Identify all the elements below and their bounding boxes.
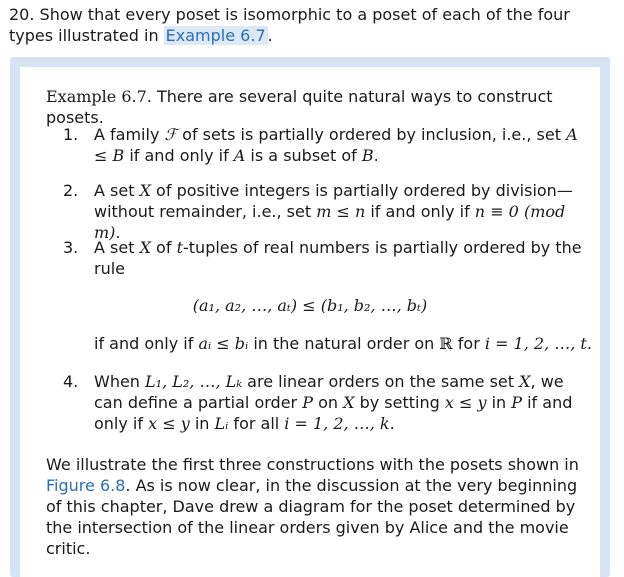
- closing-paragraph: We illustrate the first three constructions with the posets shown in Figure 6.8. As is now clear, in the discussion at the very beginning of this chapter, Dave drew a diagram for the poset determined by the intersection of the linear orders given by Alice and the movie critic.: [46, 455, 579, 558]
- item-number: 2.: [63, 181, 79, 200]
- example-intro: There are several quite natural ways to construct posets.: [46, 87, 553, 127]
- example-title: Example 6.7.: [46, 87, 152, 106]
- item-text: A set X of t-tuples of real numbers is partially ordered by the rule: [94, 238, 582, 278]
- item-number: 4.: [63, 372, 79, 391]
- item-text: A family ℱ of sets is partially ordered by inclusion, i.e., set A ≤ B if and only if A is a subset of B.: [94, 125, 578, 165]
- exercise-number: 20.: [9, 5, 35, 24]
- figure-6-8-link[interactable]: Figure 6.8: [46, 476, 126, 495]
- exercise-20: 20. Show that every poset is isomorphic to a poset of each of the four types illustrated in Example 6.7 .: [9, 5, 570, 45]
- item-text: When L₁, L₂, …, Lₖ are linear orders on the same set X, we can define a partial order P on X by setting x ≤ y in P if and only if x ≤ y in Lᵢ for all i = 1, 2, …, k.: [94, 372, 573, 433]
- example-heading: [46, 86, 606, 128]
- item-text: if and only if aᵢ ≤ bᵢ in the natural order on ℝ for i = 1, 2, …, t.: [94, 334, 592, 353]
- item-number: 1.: [63, 125, 79, 144]
- example-callout-body: [20, 67, 600, 577]
- exercise-text: Show that every poset is isomorphic to a poset of each of the four types illustrated in: [9, 5, 570, 45]
- example-6-7-link[interactable]: Example 6.7: [165, 26, 266, 45]
- item-text: A set X of positive integers is partially ordered by division—without remainder, i.e., set m ≤ n if and only if n ≡ 0 (mod m).: [94, 181, 573, 242]
- display-equation: (a₁, a₂, …, aₜ) ≤ (b₁, b₂, …, bₜ): [192, 296, 428, 315]
- item-number: 3.: [63, 238, 79, 257]
- example-callout: [10, 57, 610, 577]
